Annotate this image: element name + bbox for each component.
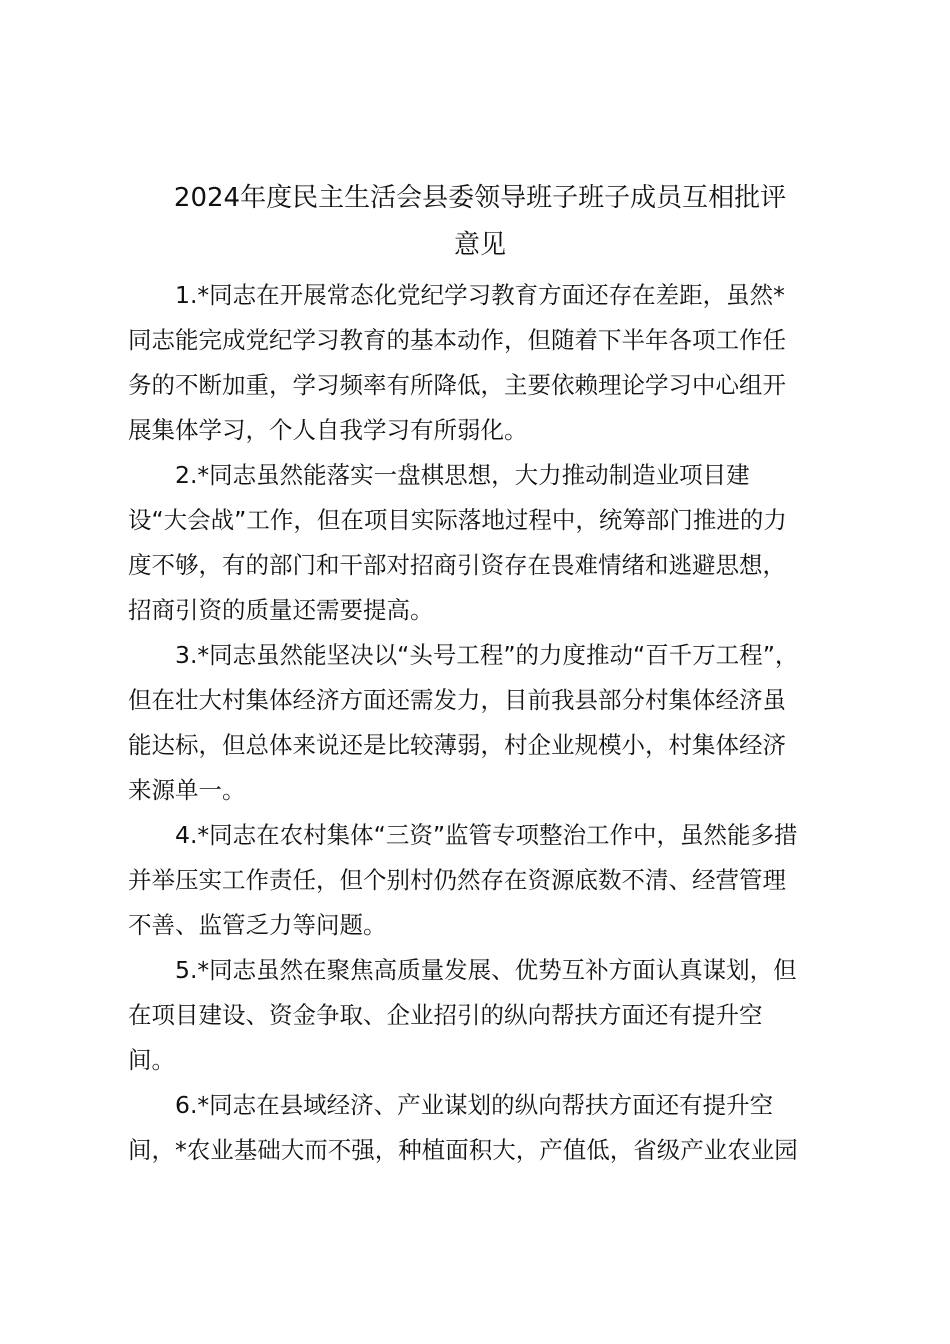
- paragraph-line: 能达标，但总体来说还是比较薄弱，村企业规模小，村集体经济: [128, 731, 786, 759]
- paragraph-4: [128, 813, 838, 948]
- paragraph-line: 5.*同志虽然在聚焦高质量发展、优势互补方面认真谋划，但: [175, 956, 797, 984]
- paragraph-5: [128, 948, 838, 1083]
- paragraph-3: [128, 633, 838, 813]
- paragraph-6: [128, 1083, 838, 1173]
- paragraph-line: 3.*同志虽然能坚决以“头号工程”的力度推动“百千万工程”，: [175, 641, 799, 669]
- paragraph-line: 间，*农业基础大而不强，种植面积大，产值低，省级产业农业园: [128, 1136, 798, 1164]
- paragraph-line: 设“大会战”工作，但在项目实际落地过程中，统筹部门推进的力: [128, 506, 787, 534]
- paragraph-line: 2.*同志虽然能落实一盘棋思想，大力推动制造业项目建: [175, 461, 750, 489]
- paragraph-line: 度不够，有的部门和干部对招商引资存在畏难情绪和逃避思想，: [128, 551, 786, 579]
- paragraph-line: 但在壮大村集体经济方面还需发力，目前我县部分村集体经济虽: [128, 686, 786, 714]
- paragraph-line: 1.*同志在开展常态化党纪学习教育方面还存在差距，虽然*: [175, 281, 785, 309]
- document-title: [120, 175, 840, 269]
- paragraph-line: 4.*同志在农村集体“三资”监管专项整治工作中，虽然能多措: [175, 821, 798, 849]
- paragraph-line: 同志能完成党纪学习教育的基本动作，但随着下半年各项工作任: [128, 326, 786, 354]
- paragraph-line: 间。: [128, 1046, 175, 1074]
- paragraph-1: [128, 273, 838, 453]
- paragraph-line: 在项目建设、资金争取、企业招引的纵向帮扶方面还有提升空: [128, 1001, 763, 1029]
- paragraph-line: 6.*同志在县域经济、产业谋划的纵向帮扶方面还有提升空: [175, 1091, 774, 1119]
- paragraph-2: [128, 453, 838, 633]
- paragraph-line: 来源单一。: [128, 776, 246, 804]
- paragraph-line: 不善、监管乏力等问题。: [128, 911, 387, 939]
- title-line-2: 意见: [453, 230, 506, 260]
- paragraph-line: 务的不断加重，学习频率有所降低，主要依赖理论学习中心组开: [128, 371, 786, 399]
- paragraph-line: 展集体学习，个人自我学习有所弱化。: [128, 416, 528, 444]
- paragraph-line: 招商引资的质量还需要提高。: [128, 596, 434, 624]
- title-line-1: 2024年度民主生活会县委领导班子班子成员互相批评: [173, 183, 787, 213]
- document-body: [128, 273, 838, 1173]
- paragraph-line: 并举压实工作责任，但个别村仍然存在资源底数不清、经营管理: [128, 866, 786, 894]
